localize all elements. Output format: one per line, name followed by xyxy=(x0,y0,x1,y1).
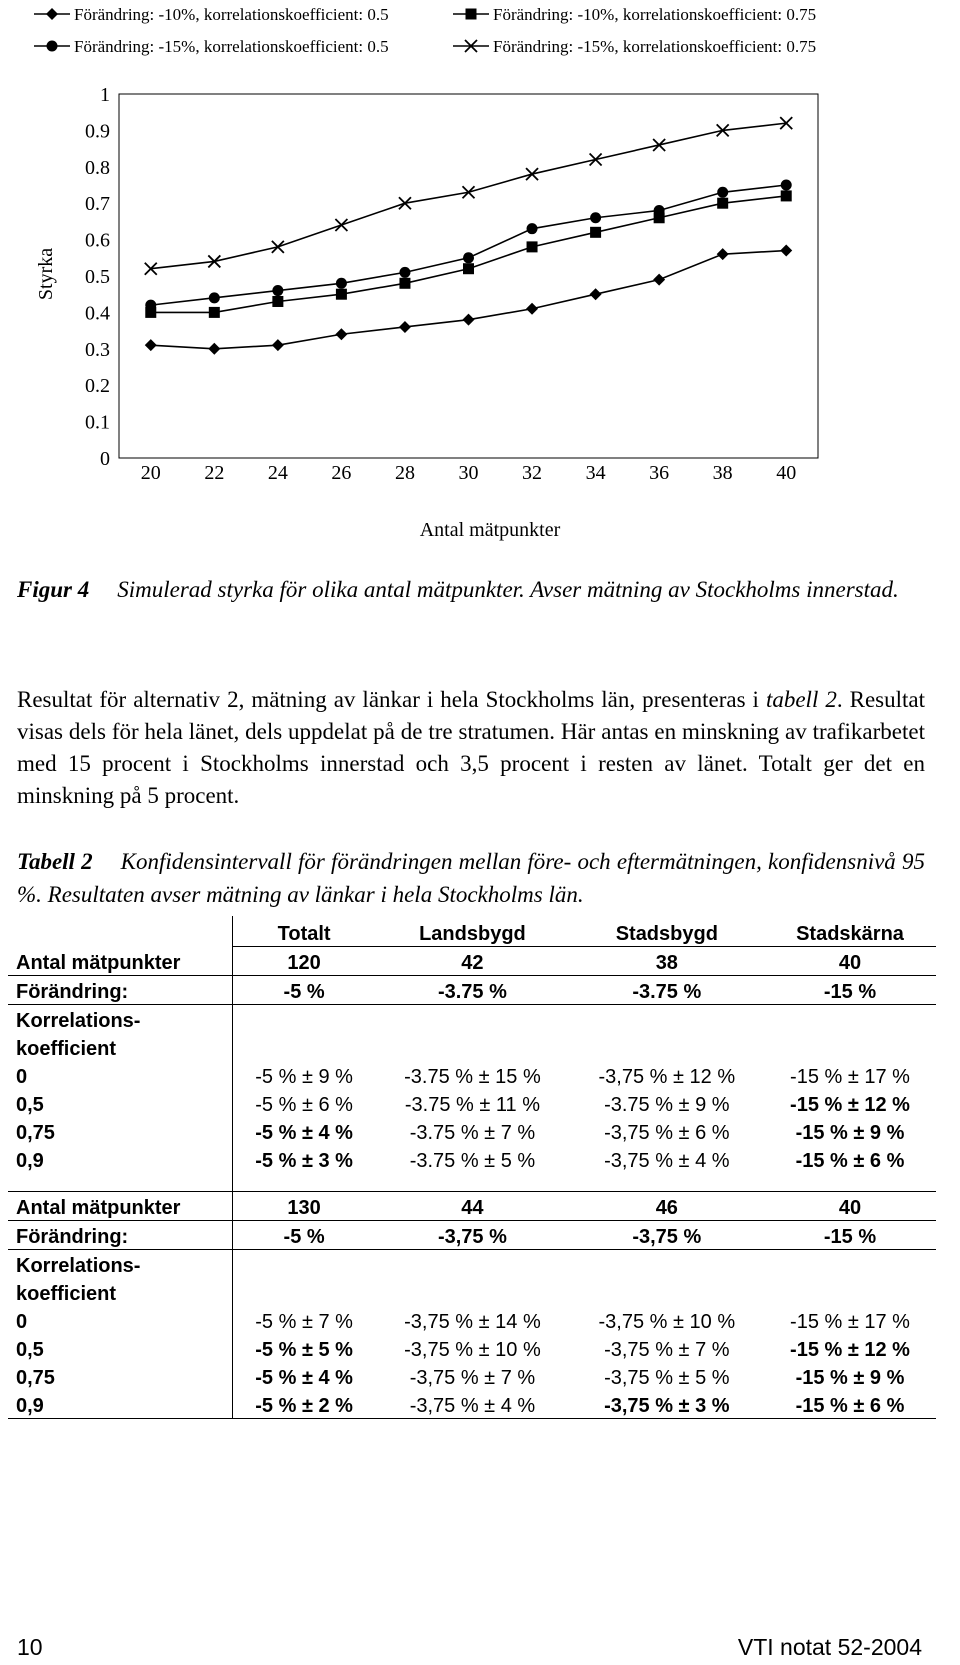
legend-entry xyxy=(34,5,389,24)
data-point xyxy=(527,223,538,234)
header-stadsbygd: Stadsbygd xyxy=(570,916,764,947)
legend-label: Förändring: -10%, korrelationskoefficient: 0.75 xyxy=(493,5,817,24)
table-row: Förändring: -5 % -3,75 % -3,75 % -15 % xyxy=(8,1221,936,1250)
table-row: 0,9 -5 % ± 3 % -3.75 % ± 5 % -3,75 % ± 4 % -15 % ± 6 % xyxy=(8,1145,936,1173)
data-point xyxy=(335,219,347,231)
data-point xyxy=(272,339,284,351)
plot-frame xyxy=(119,94,818,458)
data-point xyxy=(590,227,601,238)
power-line-chart xyxy=(0,0,960,560)
data-point xyxy=(526,168,538,180)
data-point xyxy=(272,296,283,307)
x-tick-label: 40 xyxy=(776,462,797,484)
y-tick-label: 0.3 xyxy=(85,338,110,361)
data-point xyxy=(653,274,665,286)
document-id: VTI notat 52-2004 xyxy=(737,1634,922,1660)
data-point xyxy=(209,292,220,303)
legend-label: Förändring: -15%, korrelationskoefficient: 0.5 xyxy=(74,37,389,56)
table-header-row xyxy=(8,916,936,947)
data-point xyxy=(209,307,220,318)
data-point xyxy=(463,252,474,263)
x-tick-label: 28 xyxy=(394,462,415,484)
legend-label: Förändring: -15%, korrelationskoefficient: 0.75 xyxy=(493,37,817,56)
table-row: Korrelations- xyxy=(8,1250,936,1279)
data-point xyxy=(717,187,728,198)
table-row: 0,9 -5 % ± 2 % -3,75 % ± 4 % -3,75 % ± 3 % -15 % ± 6 % xyxy=(8,1390,936,1419)
table-row: 0 -5 % ± 9 % -3.75 % ± 15 % -3,75 % ± 12 % -15 % ± 17 % xyxy=(8,1061,936,1089)
data-point xyxy=(336,289,347,300)
data-point xyxy=(526,303,538,315)
header-landsbygd: Landsbygd xyxy=(375,916,569,947)
series-line xyxy=(151,123,786,269)
data-point xyxy=(336,278,347,289)
table-row: koefficient xyxy=(8,1033,936,1061)
table-row: 0,75 -5 % ± 4 % -3.75 % ± 7 % -3,75 % ± 6 % -15 % ± 9 % xyxy=(8,1117,936,1145)
data-point xyxy=(335,328,347,340)
y-axis-label: Styrka xyxy=(35,247,57,301)
data-point xyxy=(399,278,410,289)
x-tick-label: 22 xyxy=(204,462,225,484)
y-tick-label: 1 xyxy=(100,84,110,106)
legend-entry xyxy=(453,37,816,56)
y-tick-label: 0.6 xyxy=(85,229,110,252)
table-row: 0,5 -5 % ± 5 % -3,75 % ± 10 % -3,75 % ± 7 % -15 % ± 12 % xyxy=(8,1334,936,1362)
data-point xyxy=(399,267,410,278)
body-paragraph: Resultat för alternativ 2, mätning av länkar i hela Stockholms län, presenteras i tabell 2. Resultat visas dels för hela länet, dels uppdelat på de tre stratumen. Här antas en minskning av trafikarbetet med 15 procent i Stockholms innerstad och 3,5 procent i resten av länet. Totalt ger det en minskning på 5 procent. xyxy=(17,687,925,808)
legend-marker xyxy=(47,41,58,52)
x-tick-label: 24 xyxy=(267,462,288,484)
x-tick-label: 26 xyxy=(331,462,352,484)
data-point xyxy=(145,339,157,351)
x-tick-label: 30 xyxy=(458,462,479,484)
table-row: 0,75 -5 % ± 4 % -3,75 % ± 7 % -3,75 % ± 5 % -15 % ± 9 % xyxy=(8,1362,936,1390)
data-point xyxy=(527,241,538,252)
legend-entry xyxy=(453,5,816,24)
table-row: Förändring: -5 % -3.75 % -3.75 % -15 % xyxy=(8,976,936,1005)
y-tick-label: 0.8 xyxy=(85,156,110,179)
data-point xyxy=(272,241,284,253)
data-point xyxy=(653,139,665,151)
table-row: Korrelations- xyxy=(8,1005,936,1034)
y-tick-label: 0.7 xyxy=(85,193,110,216)
page-number: 10 xyxy=(17,1634,43,1660)
figure-caption xyxy=(17,573,925,606)
data-point xyxy=(717,248,729,260)
y-tick-label: 0.5 xyxy=(85,266,110,288)
table-label: Tabell 2 xyxy=(17,849,93,874)
y-tick-label: 0 xyxy=(100,448,110,470)
data-point xyxy=(463,314,475,326)
table-row: 0 -5 % ± 7 % -3,75 % ± 14 % -3,75 % ± 10 % -15 % ± 17 % xyxy=(8,1306,936,1334)
legend-label: Förändring: -10%, korrelationskoefficient: 0.5 xyxy=(74,5,389,24)
x-tick-label: 34 xyxy=(585,462,606,484)
table-row: 0,5 -5 % ± 6 % -3.75 % ± 11 % -3.75 % ± 9 % -15 % ± 12 % xyxy=(8,1089,936,1117)
data-point xyxy=(590,154,602,166)
plot-area xyxy=(85,84,818,484)
legend-marker xyxy=(46,8,58,20)
x-tick-label: 20 xyxy=(140,462,161,484)
data-point xyxy=(145,300,156,311)
x-tick-label: 38 xyxy=(712,462,733,484)
header-totalt: Totalt xyxy=(233,916,376,947)
chart-legend xyxy=(34,5,816,56)
x-tick-label: 36 xyxy=(649,462,670,484)
legend-entry xyxy=(34,37,389,56)
series-line xyxy=(151,185,786,305)
data-point xyxy=(781,190,792,201)
table-caption xyxy=(17,845,925,911)
legend-marker xyxy=(466,9,477,20)
data-point xyxy=(717,198,728,209)
y-tick-label: 0.4 xyxy=(85,302,110,325)
data-point xyxy=(781,180,792,191)
data-point xyxy=(463,263,474,274)
data-point xyxy=(399,321,411,333)
y-tick-label: 0.9 xyxy=(85,120,110,143)
table-reference: tabell 2 xyxy=(765,687,837,712)
figure-label: Figur 4 xyxy=(17,577,90,602)
header-stadskarna: Stadskärna xyxy=(764,916,936,947)
data-point xyxy=(272,285,283,296)
table-row: koefficient xyxy=(8,1278,936,1306)
data-point xyxy=(654,205,665,216)
data-point xyxy=(208,343,220,355)
x-tick-label: 32 xyxy=(522,462,543,484)
x-axis-label: Antal mätpunkter xyxy=(419,519,561,541)
y-tick-label: 0.1 xyxy=(85,411,110,434)
table-row: Antal mätpunkter 130 44 46 40 xyxy=(8,1192,936,1221)
data-point xyxy=(780,245,792,257)
y-tick-label: 0.2 xyxy=(85,375,110,398)
figure-caption-text: Simulerad styrka för olika antal mätpunkter. Avser mätning av Stockholms innerstad. xyxy=(117,577,899,602)
data-point xyxy=(590,212,601,223)
table-row: Antal mätpunkter 120 42 38 40 xyxy=(8,947,936,976)
data-point xyxy=(590,288,602,300)
confidence-interval-table xyxy=(8,916,936,1419)
table-caption-text: Konfidensintervall för förändringen mellan före- och eftermätningen, konfidensnivå 95 %. Resultaten avser mätning av länkar i hela Stockholms län. xyxy=(17,849,925,907)
